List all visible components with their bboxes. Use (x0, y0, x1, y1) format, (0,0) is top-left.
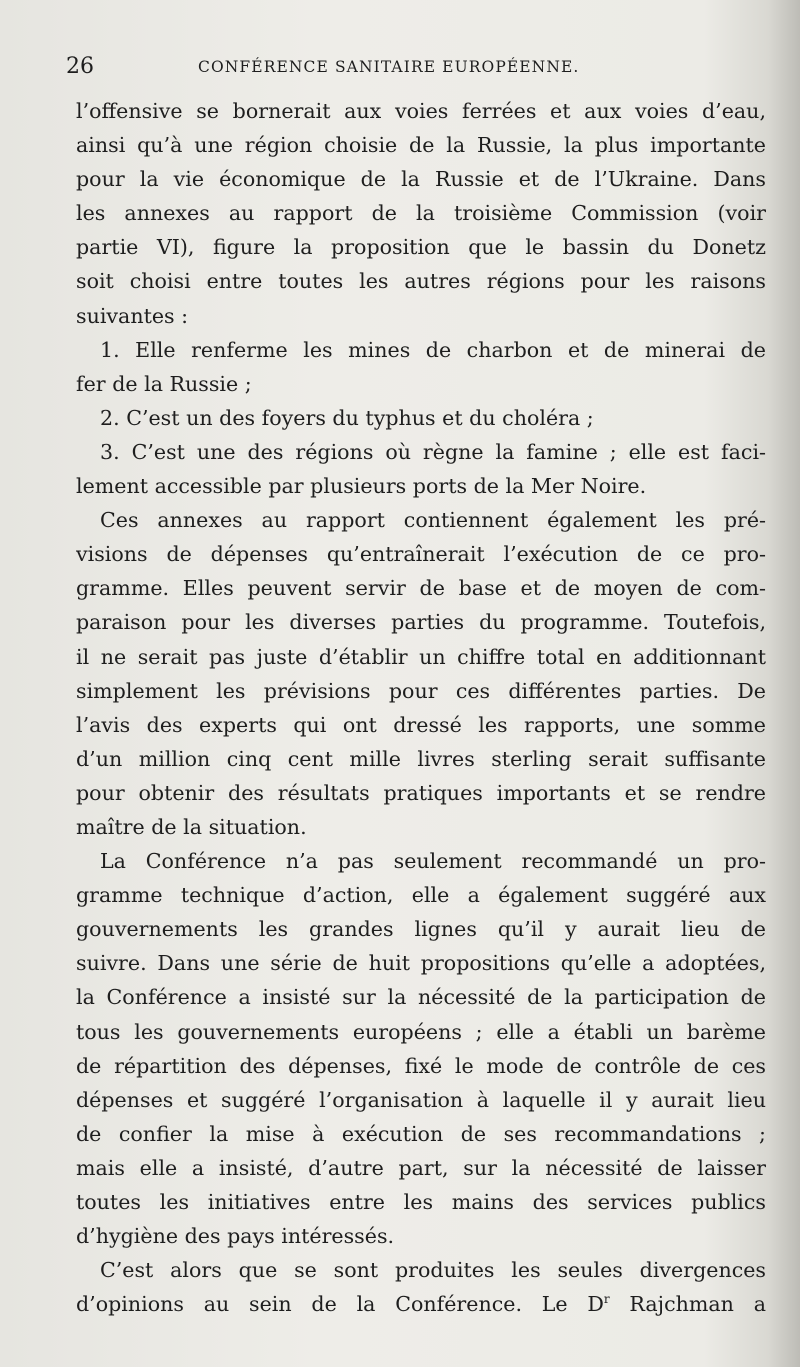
running-head-title: CONFÉRENCE SANITAIRE EUROPÉENNE. (198, 58, 580, 76)
text-line: suivre. Dans une série de huit propositions qu’elle a adoptées, (76, 951, 766, 976)
superscript: r (603, 1292, 610, 1307)
text-fragment: Rajchman a (609, 1292, 766, 1317)
text-line: gramme. Elles peuvent servir de base et de moyen de com- (76, 576, 766, 601)
text-line: gramme technique d’action, elle a également suggéré aux (76, 883, 766, 908)
text-line: partie VI), figure la proposition que le bassin du Donetz (76, 235, 766, 260)
text-line: soit choisi entre toutes les autres régions pour les raisons (76, 269, 766, 294)
list-item-3: 3. C’est une des régions où règne la famine ; elle est faci- (100, 439, 766, 464)
text-line: fer de la Russie ; (76, 371, 252, 396)
body-text (76, 94, 766, 1321)
page-number: 26 (66, 54, 94, 79)
text-line: suivantes : (76, 303, 189, 328)
paragraph-start: La Conférence n’a pas seulement recommandé un pro- (100, 849, 766, 874)
text-line: il ne serait pas juste d’établir un chiffre total en additionnant (76, 644, 766, 669)
running-head (0, 52, 800, 82)
text-line: d’un million cinq cent mille livres sterling serait suffisante (76, 746, 766, 771)
text-line: la Conférence a insisté sur la nécessité de la participation de (76, 985, 766, 1010)
text-fragment: d’opinions au sein de la Conférence. Le D (76, 1292, 604, 1317)
text-line: maître de la situation. (76, 814, 307, 839)
text-line: l’avis des experts qui ont dressé les rapports, une somme (76, 712, 766, 737)
text-line: l’offensive se bornerait aux voies ferrées et aux voies d’eau, (76, 99, 766, 123)
text-line-last (76, 1287, 766, 1321)
paragraph-start: Ces annexes au rapport contiennent également les pré- (100, 508, 766, 533)
text-line: de répartition des dépenses, fixé le mode de contrôle de ces (76, 1053, 766, 1078)
text-line: mais elle a insisté, d’autre part, sur la nécessité de laisser (76, 1155, 766, 1180)
list-item-1: 1. Elle renferme les mines de charbon et de minerai de (100, 337, 766, 362)
text-line: ainsi qu’à une région choisie de la Russie, la plus importante (76, 133, 766, 158)
text-line: simplement les prévisions pour ces différentes parties. De (76, 678, 766, 703)
list-item-2: 2. C’est un des foyers du typhus et du choléra ; (100, 405, 594, 430)
text-line: les annexes au rapport de la troisième Commission (voir (76, 201, 766, 226)
text-line: pour obtenir des résultats pratiques importants et se rendre (76, 780, 766, 805)
text-line: tous les gouvernements européens ; elle a établi un barème (76, 1019, 766, 1044)
text-line: visions de dépenses qu’entraînerait l’exécution de ce pro- (76, 542, 766, 567)
text-line: d’hygiène des pays intéressés. (76, 1224, 395, 1249)
text-line: de confier la mise à exécution de ses recommandations ; (76, 1121, 766, 1146)
text-line: dépenses et suggéré l’organisation à laquelle il y aurait lieu (76, 1087, 766, 1112)
text-line: gouvernements les grandes lignes qu’il y aurait lieu de (76, 917, 766, 942)
paragraph-start: C’est alors que se sont produites les seules divergences (100, 1258, 766, 1283)
text-line: lement accessible par plusieurs ports de la Mer Noire. (76, 474, 647, 499)
text-line: paraison pour les diverses parties du programme. Toutefois, (76, 610, 766, 635)
text-line: toutes les initiatives entre les mains des services publics (76, 1190, 766, 1214)
text-line: pour la vie économique de la Russie et de l’Ukraine. Dans (76, 167, 766, 192)
